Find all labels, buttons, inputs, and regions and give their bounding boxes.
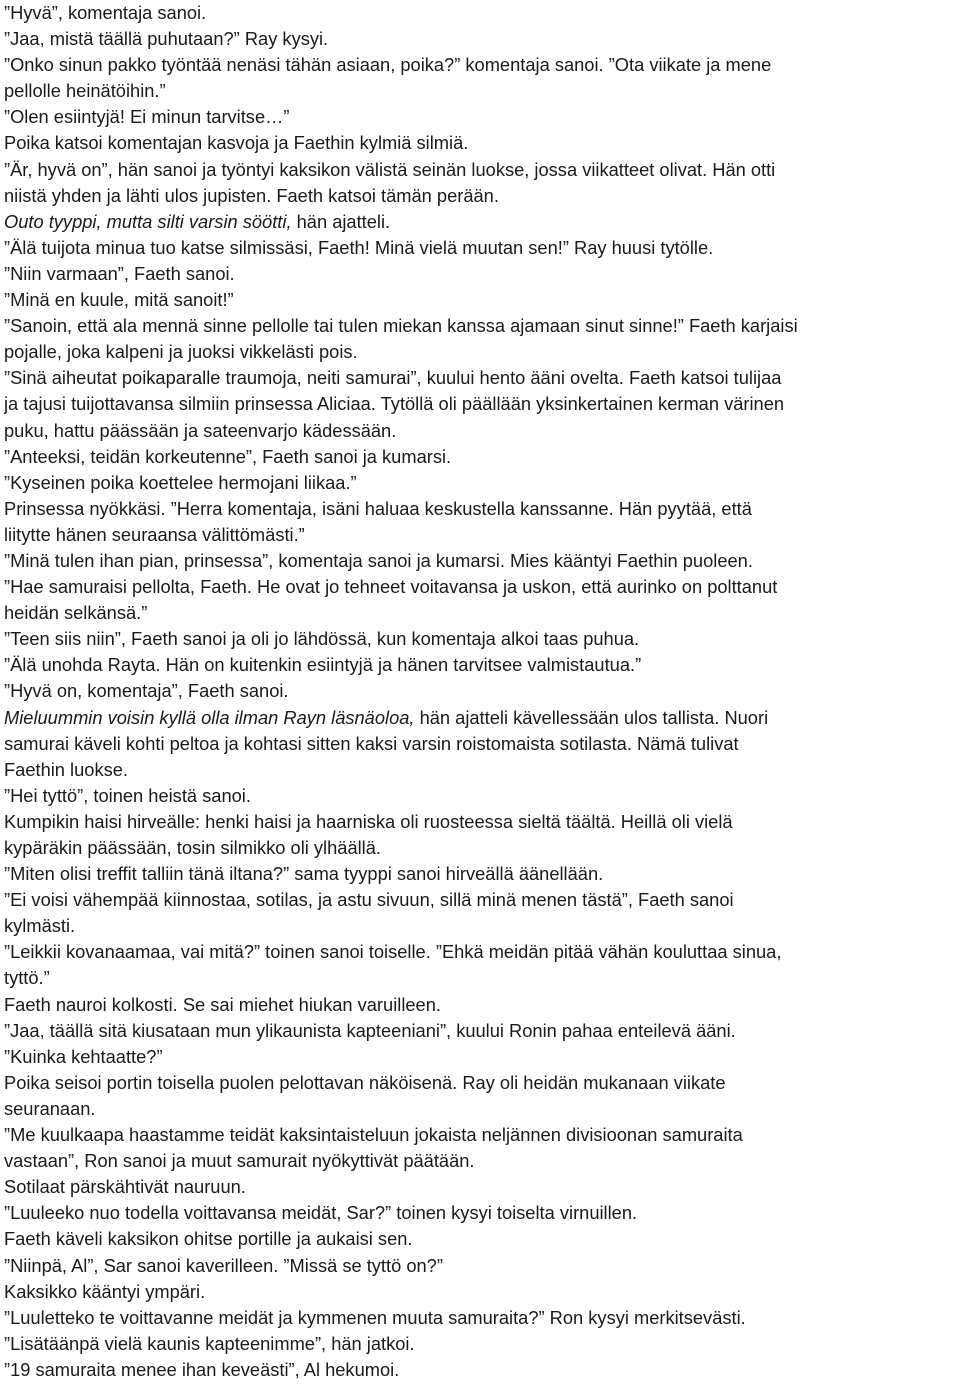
line-text: puku, hattu päässään ja sateenvarjo kädessään. xyxy=(4,419,397,441)
italic-thought: Mieluummin voisin kyllä olla ilman Rayn läsnäoloa, xyxy=(4,706,415,728)
text-line xyxy=(4,130,956,156)
text-line xyxy=(4,1044,956,1070)
text-line xyxy=(4,1174,956,1200)
line-text: ”Älä unohda Rayta. Hän on kuitenkin esiintyjä ja hänen tarvitsee valmistautua.” xyxy=(4,654,642,676)
line-text: Kumpikin haisi hirveälle: henki haisi ja haarniska oli ruosteessa sieltä täältä. Heillä oli vielä xyxy=(4,810,733,832)
line-text: Kaksikko kääntyi ympäri. xyxy=(4,1280,206,1302)
text-line xyxy=(4,104,956,130)
line-text: ”Leikkii kovanaamaa, vai mitä?” toinen sanoi toiselle. ”Ehkä meidän pitää vähän kouluttaa sinua, xyxy=(4,941,782,963)
line-text: ”19 samuraita menee ihan keveästi”, Al hekumoi. xyxy=(4,1358,400,1380)
text-line xyxy=(4,992,956,1018)
line-text: liitytte hänen seuraansa välittömästi.” xyxy=(4,523,305,545)
line-text: Prinsessa nyökkäsi. ”Herra komentaja, isäni haluaa keskustella kanssanne. Hän pyytää, että xyxy=(4,497,752,519)
line-text: ”Sanoin, että ala mennä sinne pellolle tai tulen miekan kanssa ajamaan sinut sinne!” Faeth karjaisi xyxy=(4,315,798,337)
line-text: Sotilaat pärskähtivät nauruun. xyxy=(4,1176,246,1198)
line-text: ”Miten olisi treffit talliin tänä iltana?” sama tyyppi sanoi hirveällä äänellään. xyxy=(4,863,604,885)
line-text: ”Jaa, täällä sitä kiusataan mun ylikaunista kapteeniani”, kuului Ronin pahaa enteilevä ääni. xyxy=(4,1019,736,1041)
line-text: niistä yhden ja lähti ulos jupisten. Faeth katsoi tämän perään. xyxy=(4,184,499,206)
text-line xyxy=(4,339,956,365)
text-line xyxy=(4,965,956,991)
text-line xyxy=(4,444,956,470)
line-text: ”Älä tuijota minua tuo katse silmissäsi, Faeth! Minä vielä muutan sen!” Ray huusi tytölle. xyxy=(4,236,714,258)
text-line xyxy=(4,157,956,183)
line-text: ”Hei tyttö”, toinen heistä sanoi. xyxy=(4,784,251,806)
text-line xyxy=(4,574,956,600)
text-line xyxy=(4,0,956,26)
line-text: samurai käveli kohti peltoa ja kohtasi sitten kaksi varsin roistomaista sotilasta. Nämä tulivat xyxy=(4,732,739,754)
line-text: kypäräkin päässään, tosin silmikko oli ylhäällä. xyxy=(4,837,381,858)
text-line xyxy=(4,1357,956,1383)
line-text: tyttö.” xyxy=(4,967,50,989)
text-line xyxy=(4,183,956,209)
line-text: vastaan”, Ron sanoi ja muut samurait nyökyttivät päätään. xyxy=(4,1150,475,1172)
line-text: Faethin luokse. xyxy=(4,758,128,780)
text-line xyxy=(4,261,956,287)
line-text: ”Luuleeko nuo todella voittavansa meidät, Sar?” toinen kysyi toiselta virnuillen. xyxy=(4,1202,638,1224)
italic-thought: Outo tyyppi, mutta silti varsin söötti, xyxy=(4,210,292,232)
text-line xyxy=(4,626,956,652)
line-text: Faeth nauroi kolkosti. Se sai miehet hiukan varuilleen. xyxy=(4,993,441,1015)
text-line xyxy=(4,287,956,313)
line-text: ”Jaa, mistä täällä puhutaan?” Ray kysyi. xyxy=(4,28,329,50)
line-text: ”Ei voisi vähempää kiinnostaa, sotilas, ja astu sivuun, sillä minä menen tästä”, Faeth sanoi xyxy=(4,889,734,911)
text-line xyxy=(4,1305,956,1331)
line-text: hän ajatteli. xyxy=(291,210,391,232)
line-text: ”Lisätäänpä vielä kaunis kapteenimme”, hän jatkoi. xyxy=(4,1332,415,1354)
text-line xyxy=(4,391,956,417)
line-text: seuranaan. xyxy=(4,1097,96,1119)
line-text: ”Anteeksi, teidän korkeutenne”, Faeth sanoi ja kumarsi. xyxy=(4,445,452,467)
line-text: ”Teen siis niin”, Faeth sanoi ja oli jo lähdössä, kun komentaja alkoi taas puhua. xyxy=(4,628,640,650)
line-text: ”Sinä aiheutat poikaparalle traumoja, neiti samurai”, kuului hento ääni ovelta. Faeth katsoi tulijaa xyxy=(4,367,782,389)
line-text: ”Onko sinun pakko työntää nenäsi tähän asiaan, poika?” komentaja sanoi. ”Ota viikate ja mene xyxy=(4,54,772,76)
text-line xyxy=(4,757,956,783)
line-text: ”Kuinka kehtaatte?” xyxy=(4,1045,163,1067)
text-line xyxy=(4,1226,956,1252)
text-line xyxy=(4,1096,956,1122)
text-line xyxy=(4,209,956,235)
text-line xyxy=(4,548,956,574)
line-text: ”Hae samuraisi pellolta, Faeth. He ovat jo tehneet voitavansa ja uskon, että aurinko on polttanut xyxy=(4,576,778,598)
line-text: ”Niinpä, Al”, Sar sanoi kaverilleen. ”Missä se tyttö on?” xyxy=(4,1254,443,1276)
text-line xyxy=(4,652,956,678)
text-line xyxy=(4,731,956,757)
line-text: ”Minä tulen ihan pian, prinsessa”, komentaja sanoi ja kumarsi. Mies kääntyi Faethin puoleen. xyxy=(4,549,753,571)
text-line xyxy=(4,78,956,104)
text-line xyxy=(4,705,956,731)
text-line xyxy=(4,1122,956,1148)
text-line xyxy=(4,26,956,52)
text-line xyxy=(4,313,956,339)
text-line xyxy=(4,522,956,548)
line-text: Poika katsoi komentajan kasvoja ja Faethin kylmiä silmiä. xyxy=(4,132,469,154)
line-text: ”Hyvä”, komentaja sanoi. xyxy=(4,2,207,23)
text-line xyxy=(4,783,956,809)
text-line xyxy=(4,600,956,626)
text-line xyxy=(4,365,956,391)
text-line xyxy=(4,235,956,261)
text-line xyxy=(4,809,956,835)
text-line xyxy=(4,1070,956,1096)
line-text: ”Me kuulkaapa haastamme teidät kaksintaisteluun jokaista neljännen divisioonan samuraita xyxy=(4,1124,743,1146)
text-line xyxy=(4,1148,956,1174)
line-text: pellolle heinätöihin.” xyxy=(4,80,166,102)
line-text: hän ajatteli kävellessään ulos tallista. Nuori xyxy=(414,706,769,728)
line-text: ”Är, hyvä on”, hän sanoi ja työntyi kaksikon välistä seinän luokse, jossa viikatteet olivat. Hän otti xyxy=(4,158,776,180)
text-line xyxy=(4,52,956,78)
line-text: kylmästi. xyxy=(4,915,76,937)
text-line xyxy=(4,887,956,913)
text-line xyxy=(4,1253,956,1279)
line-text: ”Hyvä on, komentaja”, Faeth sanoi. xyxy=(4,680,289,702)
text-line xyxy=(4,861,956,887)
line-text: ”Luuletteko te voittavanne meidät ja kymmenen muuta samuraita?” Ron kysyi merkitsevästi. xyxy=(4,1306,746,1328)
line-text: ja tajusi tuijottavansa silmiin prinsessa Aliciaa. Tytöllä oli päällään yksinkertainen kerman värinen xyxy=(4,393,785,415)
line-text: ”Kyseinen poika koettelee hermojani liikaa.” xyxy=(4,471,357,493)
line-text: heidän selkänsä.” xyxy=(4,602,148,624)
text-line xyxy=(4,939,956,965)
text-line xyxy=(4,835,956,861)
text-line xyxy=(4,1018,956,1044)
text-line xyxy=(4,913,956,939)
text-line xyxy=(4,1331,956,1357)
line-text: ”Niin varmaan”, Faeth sanoi. xyxy=(4,262,235,284)
line-text: ”Olen esiintyjä! Ei minun tarvitse…” xyxy=(4,106,290,128)
text-line xyxy=(4,1279,956,1305)
line-text: Faeth käveli kaksikon ohitse portille ja aukaisi sen. xyxy=(4,1228,413,1250)
text-line xyxy=(4,470,956,496)
line-text: Poika seisoi portin toisella puolen pelottavan näköisenä. Ray oli heidän mukanaan viikate xyxy=(4,1071,726,1093)
text-line xyxy=(4,1200,956,1226)
text-line xyxy=(4,496,956,522)
text-line xyxy=(4,678,956,704)
line-text: ”Minä en kuule, mitä sanoit!” xyxy=(4,289,234,311)
text-line xyxy=(4,418,956,444)
line-text: pojalle, joka kalpeni ja juoksi vikkelästi pois. xyxy=(4,341,358,363)
